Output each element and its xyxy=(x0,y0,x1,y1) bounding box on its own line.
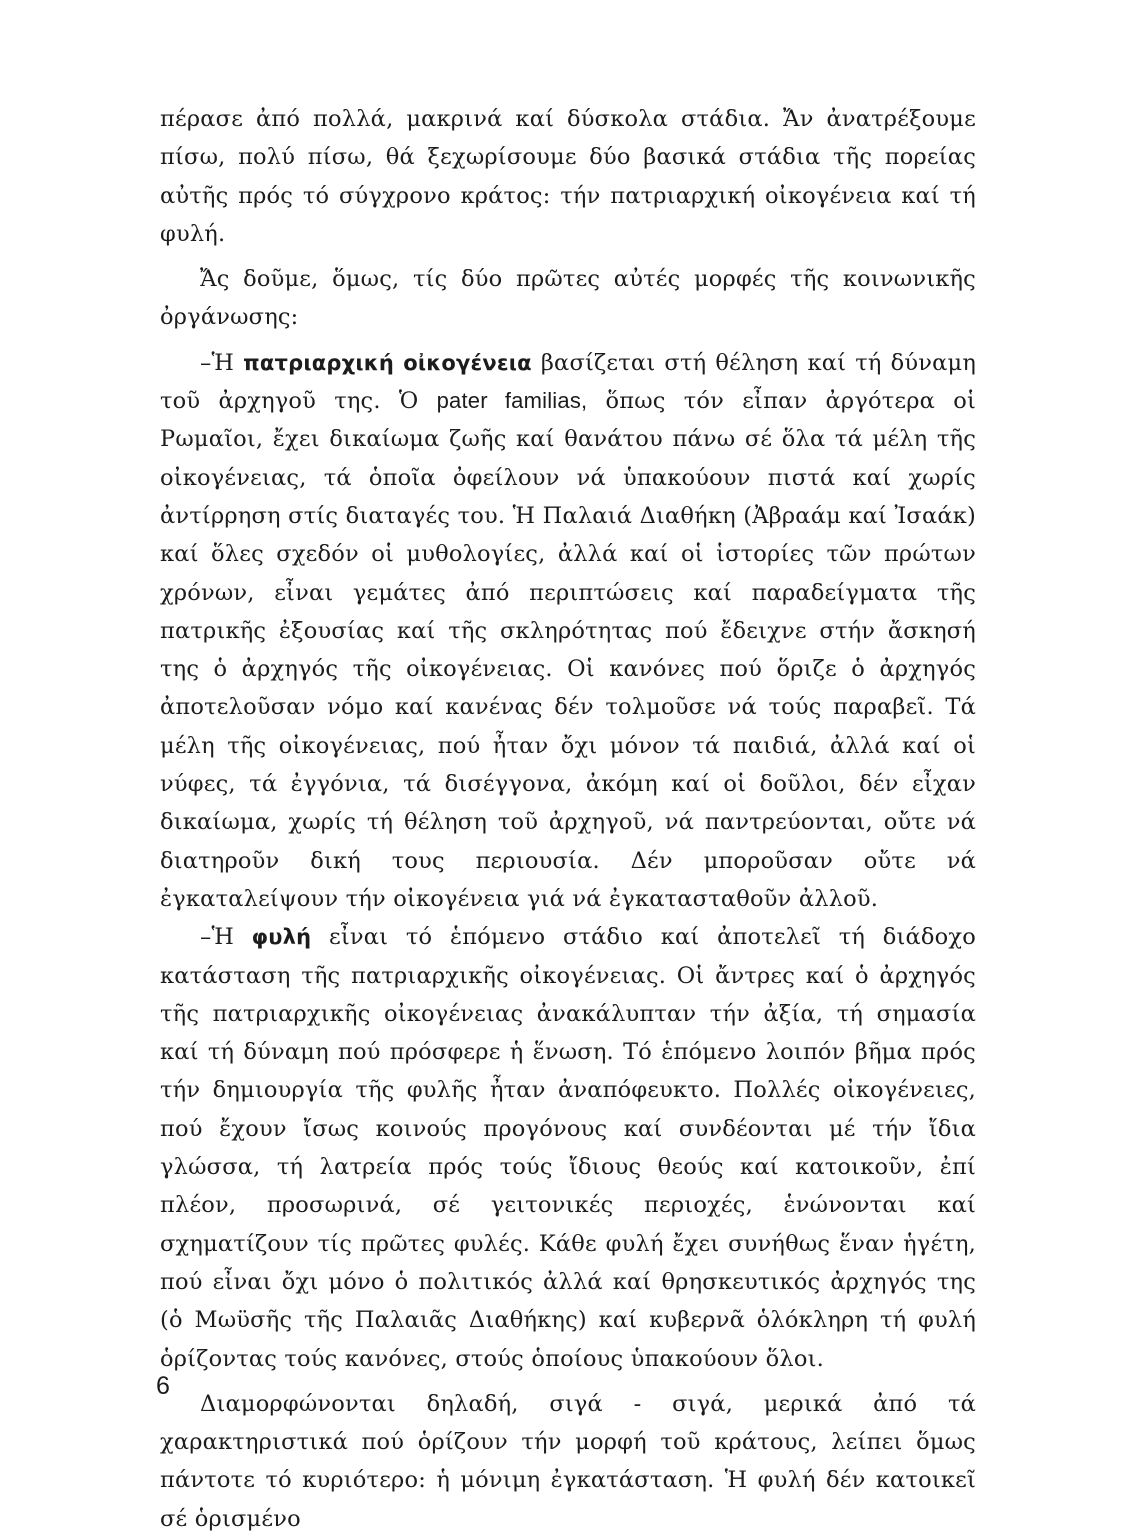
paragraph-3-text-a: βασίζεται στή θέληση καί τή δύναμη τοῦ ἀρχηγοῦ της. Ὁ xyxy=(160,349,976,415)
page-number: 6 xyxy=(156,1372,170,1400)
paragraph-1-text: πέρασε ἀπό πολλά, μακρινά καί δύσκολα στάδια. Ἄν ἀνατρέξουμε πίσω, πολύ πίσω, θά ξεχωρίσουμε δύο βασικά στάδια τῆς πορείας αὐτῆς πρός τό σύγχρονο κράτος: τήν πατριαρχική οἰκογένεια καί τή φυλή. xyxy=(160,106,976,247)
paragraph-patriarchal-family xyxy=(160,344,976,918)
body-text xyxy=(160,100,976,1538)
paragraph-2-text: Ἄς δοῦμε, ὅμως, τίς δύο πρῶτες αὐτές μορφές τῆς κοινωνικῆς ὀργάνωσης: xyxy=(160,266,976,331)
term-patriarchal-family: πατριαρχική οἰκογένεια xyxy=(243,350,532,375)
paragraph-3-prefix: –Ἡ xyxy=(200,349,244,376)
paragraph-4-prefix: –Ἡ xyxy=(200,924,252,951)
paragraph-5-text: Διαμορφώνονται δηλαδή, σιγά - σιγά, μερικά ἀπό τά χαρακτηριστικά πού ὁρίζουν τήν μορφή τοῦ κράτους, λείπει ὅμως πάντοτε τό κυριότερο: ἡ μόνιμη ἐγκατάσταση. Ἡ φυλή δέν κατοικεῖ σέ ὁρισμένο xyxy=(160,1390,976,1532)
paragraph-tribe xyxy=(160,918,976,1378)
term-tribe: φυλή xyxy=(251,925,312,950)
latin-phrase: pater familias, xyxy=(436,388,588,414)
paragraph-intro xyxy=(160,260,976,337)
paragraph-4-text: εἶναι τό ἑπόμενο στάδιο καί ἀποτελεῖ τή διάδοχο κατάσταση τῆς πατριαρχικῆς οἰκογένειας. Οἱ ἄντρες καί ὁ ἀρχηγός τῆς πατριαρχικῆς οἰκογένειας ἀνακάλυπταν τήν ἀξία, τή σημασία καί τή δύναμη πού πρόσφερε ἡ ἕνωση. Τό ἑπόμενο λοιπόν βῆμα πρός τήν δημιουργία τῆς φυλῆς ἦταν ἀναπόφευκτο. Πολλές οἰκογένειες, πού ἔχουν ἴσως κοινούς προγόνους καί συνδέονται μέ τήν ἴδια γλώσσα, τή λατρεία πρός τούς ἴδιους θεούς καί κατοικοῦν, ἐπί πλέον, προσωρινά, σέ γειτονικές περιοχές, ἑνώνονται καί σχηματίζουν τίς πρῶτες φυλές. Κάθε φυλή ἔχει συνήθως ἕναν ἡγέτη, πού εἶναι ὄχι μόνο ὁ πολιτικός ἀλλά καί θρησκευτικός ἀρχηγός της (ὁ Μωϋσῆς τῆς Παλαιᾶς Διαθήκης) καί κυβερνᾶ ὁλόκληρη τή φυλή ὁρίζοντας τούς κανόνες, στούς ὁποίους ὑπακούουν ὅλοι. xyxy=(160,924,977,1372)
paragraph-3-text-b: ὅπως τόν εἶπαν ἀργότερα οἱ Ρωμαῖοι, ἔχει δικαίωμα ζωῆς καί θανάτου πάνω σέ ὅλα τά μέλη τῆς οἰκογένειας, τά ὁποῖα ὀφείλουν νά ὑπακούουν πιστά καί χωρίς ἀντίρρηση στίς διαταγές του. Ἡ Παλαιά Διαθήκη (Ἀβραάμ καί Ἰσαάκ) καί ὅλες σχεδόν οἱ μυθολογίες, ἀλλά καί οἱ ἱστορίες τῶν πρώτων χρόνων, εἶναι γεμάτες ἀπό περιπτώσεις καί παραδείγματα τῆς πατρικῆς ἐξουσίας καί τῆς σκληρότητας πού ἔδειχνε στήν ἄσκησή της ὁ ἀρχηγός τῆς οἰκογένειας. Οἱ κανόνες πού ὅριζε ὁ ἀρχηγός ἀποτελοῦσαν νόμο καί κανένας δέν τολμοῦσε νά τούς παραβεῖ. Τά μέλη τῆς οἰκογένειας, πού ἦταν ὄχι μόνον τά παιδιά, ἀλλά καί οἱ νύφες, τά ἐγγόνια, τά δισέγγονα, ἀκόμη καί οἱ δοῦλοι, δέν εἶχαν δικαίωμα, χωρίς τή θέληση τοῦ ἀρχηγοῦ, νά παντρεύονται, οὔτε νά διατηροῦν δική τους περιουσία. Δέν μποροῦσαν οὔτε νά ἐγκαταλείψουν τήν οἰκογένεια γιά νά ἐγκατασταθοῦν ἀλλοῦ. xyxy=(160,388,976,912)
paragraph-state-features xyxy=(160,1385,976,1538)
paragraph-continuation xyxy=(160,100,976,253)
